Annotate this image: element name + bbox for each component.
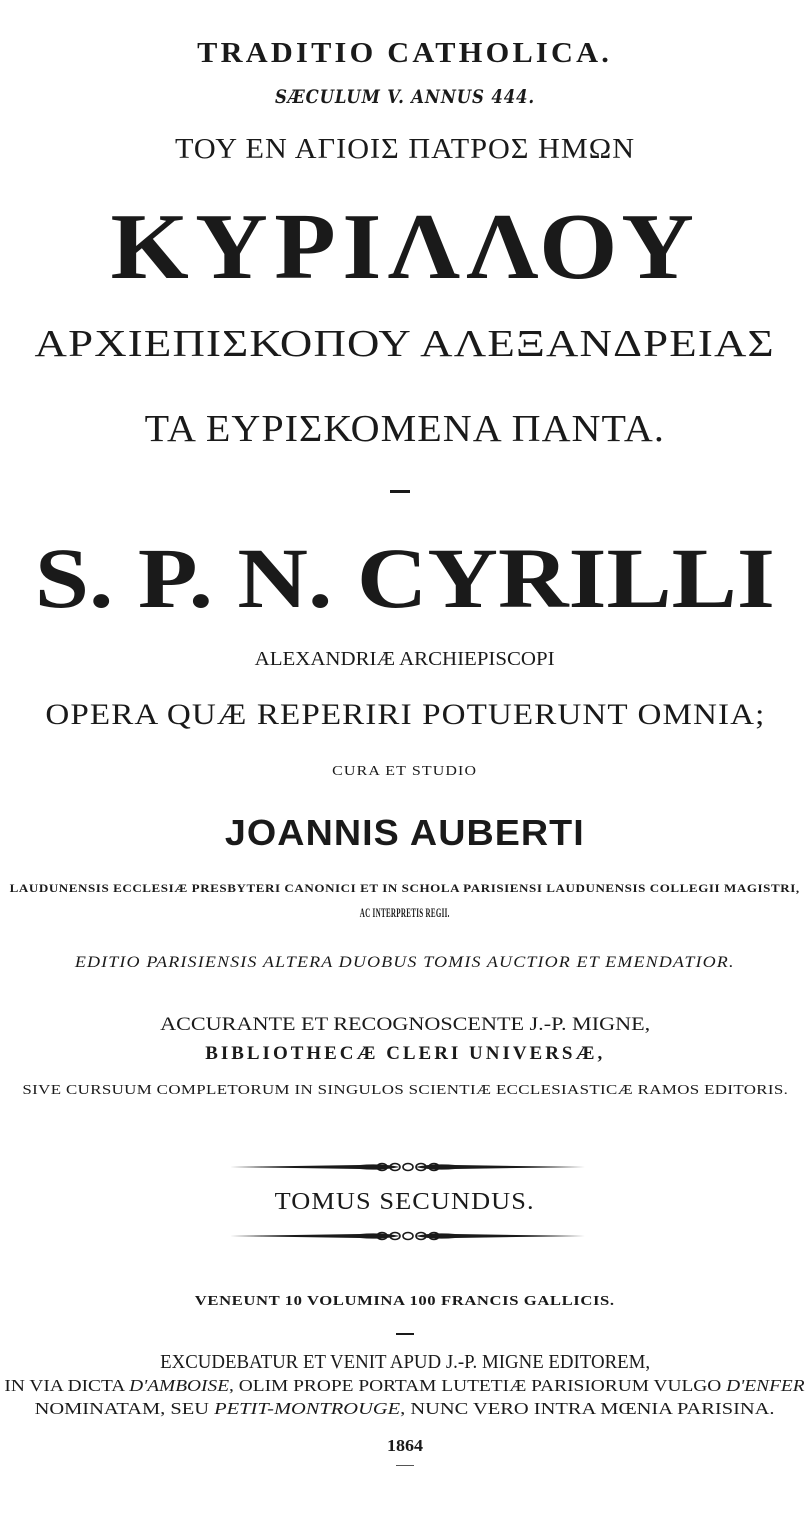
greek-title-text: ΑΡΧΙΕΠΙΣΚΟΠΟΥ ΑΛΕΞΑΝΔΡΕΙΑΣ: [34, 323, 776, 365]
year-line-text: 1864: [386, 1436, 424, 1455]
imprint-line-2-part-c: , OLIM PROPE PORTAM LUTETIÆ PARISIORUM VULGO: [229, 1376, 727, 1395]
greek-works: [0, 410, 810, 448]
volume-line: [0, 1190, 810, 1214]
imprint-line-3-text: [35, 1400, 775, 1417]
editor-name: [0, 812, 810, 853]
edition-line: [0, 955, 810, 971]
editor-intro: [0, 765, 810, 779]
greek-name-text: ΚΥΡΙΛΛΟΥ: [110, 195, 700, 299]
imprint-line-3: [0, 1400, 810, 1417]
imprint-line-2-part-a: IN VIA DICTA: [4, 1376, 130, 1395]
imprint-line-3-part-a: NOMINATAM, SEU: [35, 1399, 215, 1418]
editor-description-2: [0, 907, 810, 920]
latin-works: [0, 700, 810, 730]
greek-prefix: [0, 135, 810, 164]
imprint-line-2-part-d: D'ENFER: [726, 1376, 806, 1395]
divider-dash-3: [396, 1465, 414, 1466]
latin-name: [0, 530, 810, 626]
edition-line-text: EDITIO PARISIENSIS ALTERA DUOBUS TOMIS AUCTIOR ET EMENDATIOR.: [75, 954, 735, 971]
imprint-line-1-text: EXCUDEBATUR ET VENIT APUD J.-P. MIGNE EDITOREM,: [159, 1351, 651, 1373]
curator-line-3: [0, 1083, 810, 1097]
divider-dash-2: [396, 1333, 414, 1335]
ornamental-rule-top: [230, 1159, 585, 1175]
editor-name-text: JOANNIS AUBERTI: [225, 812, 585, 853]
divider-dash: [390, 490, 410, 493]
curator-line-2: [0, 1044, 810, 1063]
price-line-text: VENEUNT 10 VOLUMINA 100 FRANCIS GALLICIS.: [195, 1294, 615, 1309]
curator-line-1: [0, 1015, 810, 1034]
imprint-line-3-part-c: , NUNC VERO INTRA MŒNIA PARISINA.: [400, 1399, 775, 1418]
latin-name-text: S. P. N. CYRILLI: [34, 530, 776, 626]
imprint-line-2: [0, 1378, 810, 1395]
imprint-line-2-part-b: D'AMBOISE: [129, 1376, 230, 1395]
year-line: [0, 1437, 810, 1454]
latin-title-text: ALEXANDRIÆ ARCHIEPISCOPI: [255, 648, 555, 670]
editor-intro-text: CURA ET STUDIO: [332, 764, 478, 779]
series-line-text: TRADITIO CATHOLICA.: [197, 38, 613, 69]
imprint-line-1: [0, 1352, 810, 1372]
series-line: [0, 40, 810, 68]
editor-description-2-text: AC INTERPRETIS REGII.: [360, 906, 450, 920]
imprint-line-3-part-b: PETIT-MONTROUGE: [214, 1399, 401, 1418]
greek-name: [0, 195, 810, 299]
curator-line-2-text: BIBLIOTHECÆ CLERI UNIVERSÆ,: [204, 1043, 605, 1064]
imprint-line-2-text: [5, 1378, 805, 1395]
editor-description-text: LAUDUNENSIS ECCLESIÆ PRESBYTERI CANONICI ET IN SCHOLA PARISIENSI LAUDUNENSIS COLLEGII MAGISTRI,: [9, 883, 801, 895]
editor-description: [0, 884, 810, 896]
ornamental-rule-bottom: [230, 1228, 585, 1244]
volume-line-text: TOMUS SECUNDUS.: [274, 1189, 536, 1215]
period-line-text: SÆCULUM V. ANNUS 444.: [274, 86, 536, 108]
latin-works-text: OPERA QUÆ REPERIRI POTUERUNT OMNIA;: [44, 698, 766, 731]
latin-title: [0, 649, 810, 669]
greek-title: [0, 325, 810, 363]
greek-works-text: ΤΑ ΕΥΡΙΣΚΟΜΕΝΑ ΠΑΝΤΑ.: [144, 408, 666, 450]
price-line: [0, 1295, 810, 1309]
curator-line-1-text: ACCURANTE ET RECOGNOSCENTE J.-P. MIGNE,: [159, 1014, 651, 1035]
period-line: [0, 88, 810, 107]
greek-prefix-text: ΤΟΥ ΕΝ ΑΓΙΟΙΣ ΠΑΤΡΟΣ ΗΜΩΝ: [174, 133, 636, 165]
curator-line-3-text: SIVE CURSUUM COMPLETORUM IN SINGULOS SCIENTIÆ ECCLESIASTICÆ RAMOS EDITORIS.: [22, 1082, 788, 1097]
